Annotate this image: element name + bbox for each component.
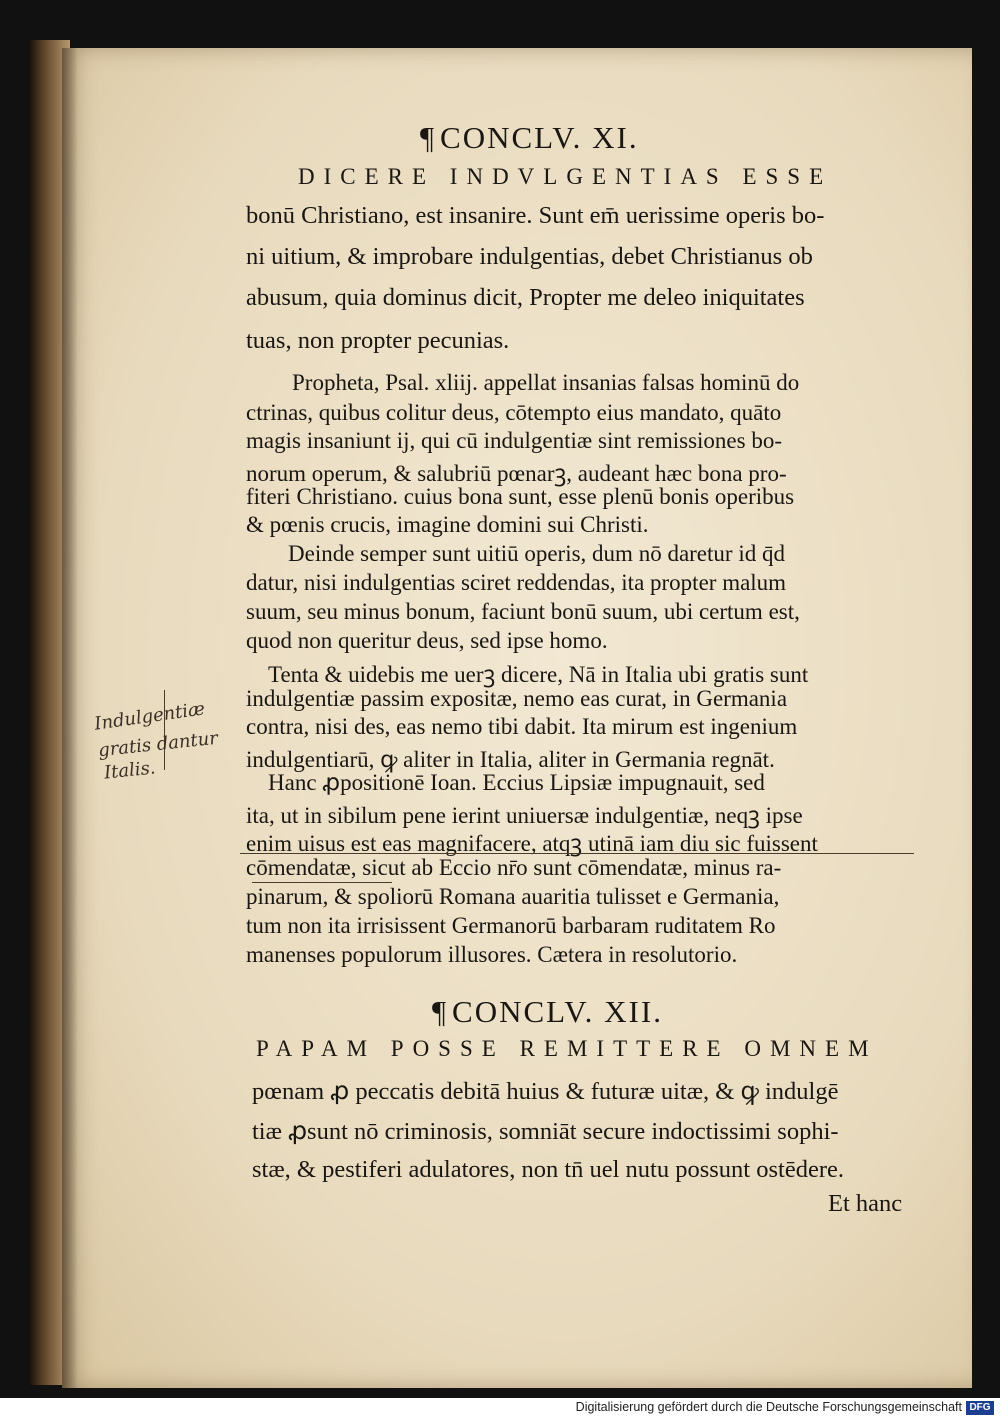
heading-text: CONCLV. XII. (452, 994, 663, 1029)
commentary-line: suum, seu minus bonum, faciunt bonū suum, ubi certum est, (246, 599, 800, 624)
thesis-line: stæ, & pestiferi adulatores, non tn̄ uel nutu possunt ostēdere. (252, 1156, 844, 1183)
underline-mark (240, 853, 914, 854)
commentary-line: norum operum, & salubriū pœnarꝫ, audeant hæc bona pro- (246, 461, 787, 486)
commentary-line: magis insaniunt ij, qui cū indulgentiæ sint remissiones bo- (246, 428, 782, 453)
commentary-line: fiteri Christiano. cuius bona sunt, esse plenū bonis operibus (246, 484, 795, 509)
commentary-line: ita, ut in sibilum pene ierint uniuersæ indulgentiæ, neqꝫ ipse (246, 803, 803, 828)
marginal-note-line: Indulgentiæ (93, 698, 207, 735)
commentary-line: contra, nisi des, eas nemo tibi dabit. Ita mirum est ingenium (246, 714, 798, 739)
thesis-line: abusum, quia dominus dicit, Propter me deleo iniquitates (246, 284, 805, 311)
commentary-line: tum non ita irrisissent Germanorū barbaram ruditatem Ro (246, 913, 776, 938)
section-caps-line: DICERE INDVLGENTIAS ESSE (298, 164, 833, 189)
section-heading-xi (420, 120, 639, 156)
footer-bar (0, 1398, 1000, 1419)
commentary-line: cōmendatæ, sicut ab Eccio nr̄o sunt cōmendatæ, minus ra- (246, 855, 782, 880)
section-caps-line: PAPAM POSSE REMITTERE OMNEM (256, 1036, 878, 1061)
pilcrow-mark: ¶ (432, 994, 449, 1029)
heading-text: CONCLV. XI. (440, 120, 639, 155)
pilcrow-mark: ¶ (420, 120, 437, 155)
commentary-line: quod non queritur deus, sed ipse homo. (246, 628, 608, 653)
commentary-line: & pœnis crucis, imagine domini sui Christi. (246, 512, 649, 537)
commentary-line: pinarum, & spoliorū Romana auaritia tulisset e Germania, (246, 884, 780, 909)
section-heading-xii (432, 994, 663, 1030)
commentary-line: enim uisus est eas magnifacere, atqꝫ utinā iam diu sic fuissent (246, 831, 818, 856)
marginal-note-line: Italis. (103, 757, 157, 784)
thesis-line: tiæ ꝓsunt nō criminosis, somniāt secure indoctissimi sophi- (252, 1118, 839, 1145)
commentary-line: Deinde semper sunt uitiū operis, dum nō daretur id q̄d (288, 541, 785, 566)
commentary-line: datur, nisi indulgentias sciret reddendas, ita propter malum (246, 570, 787, 595)
commentary-line: manenses populorum illusores. Cætera in resolutorio. (246, 942, 738, 967)
commentary-line: Propheta, Psal. xliij. appellat insanias falsas hominū do (292, 370, 800, 395)
commentary-line: Tenta & uidebis me uerꝫ dicere, Nā in Italia ubi gratis sunt (268, 662, 809, 687)
page-gutter-shadow (62, 48, 78, 1388)
thesis-line: ni uitium, & improbare indulgentias, debet Christianus ob (246, 243, 813, 270)
commentary-line: Hanc ꝓpositionē Ioan. Eccius Lipsiæ impugnauit, sed (268, 770, 765, 795)
commentary-line: indulgentiæ passim expositæ, nemo eas curat, in Germania (246, 686, 788, 711)
underline-mark (252, 882, 392, 883)
footer-credit: Digitalisierung gefördert durch die Deutsche Forschungsgemeinschaft (575, 1400, 962, 1414)
marginal-note (94, 698, 254, 798)
catchword: Et hanc (828, 1190, 903, 1217)
commentary-line: indulgentiarū, ꝙ aliter in Italia, aliter in Germania regnāt. (246, 747, 775, 772)
commentary-line: ctrinas, quibus colitur deus, cōtempto eius mandato, quāto (246, 400, 782, 425)
dfg-logo-icon: DFG (966, 1401, 994, 1415)
marginal-note-line: gratis dantur (97, 727, 219, 762)
thesis-line: pœnam ꝓ peccatis debitā huius & futuræ uitæ, & ꝙ indulgē (252, 1078, 839, 1105)
thesis-line: tuas, non propter pecunias. (246, 327, 510, 354)
thesis-line: bonū Christiano, est insanire. Sunt em̄ uerissime operis bo- (246, 202, 825, 229)
